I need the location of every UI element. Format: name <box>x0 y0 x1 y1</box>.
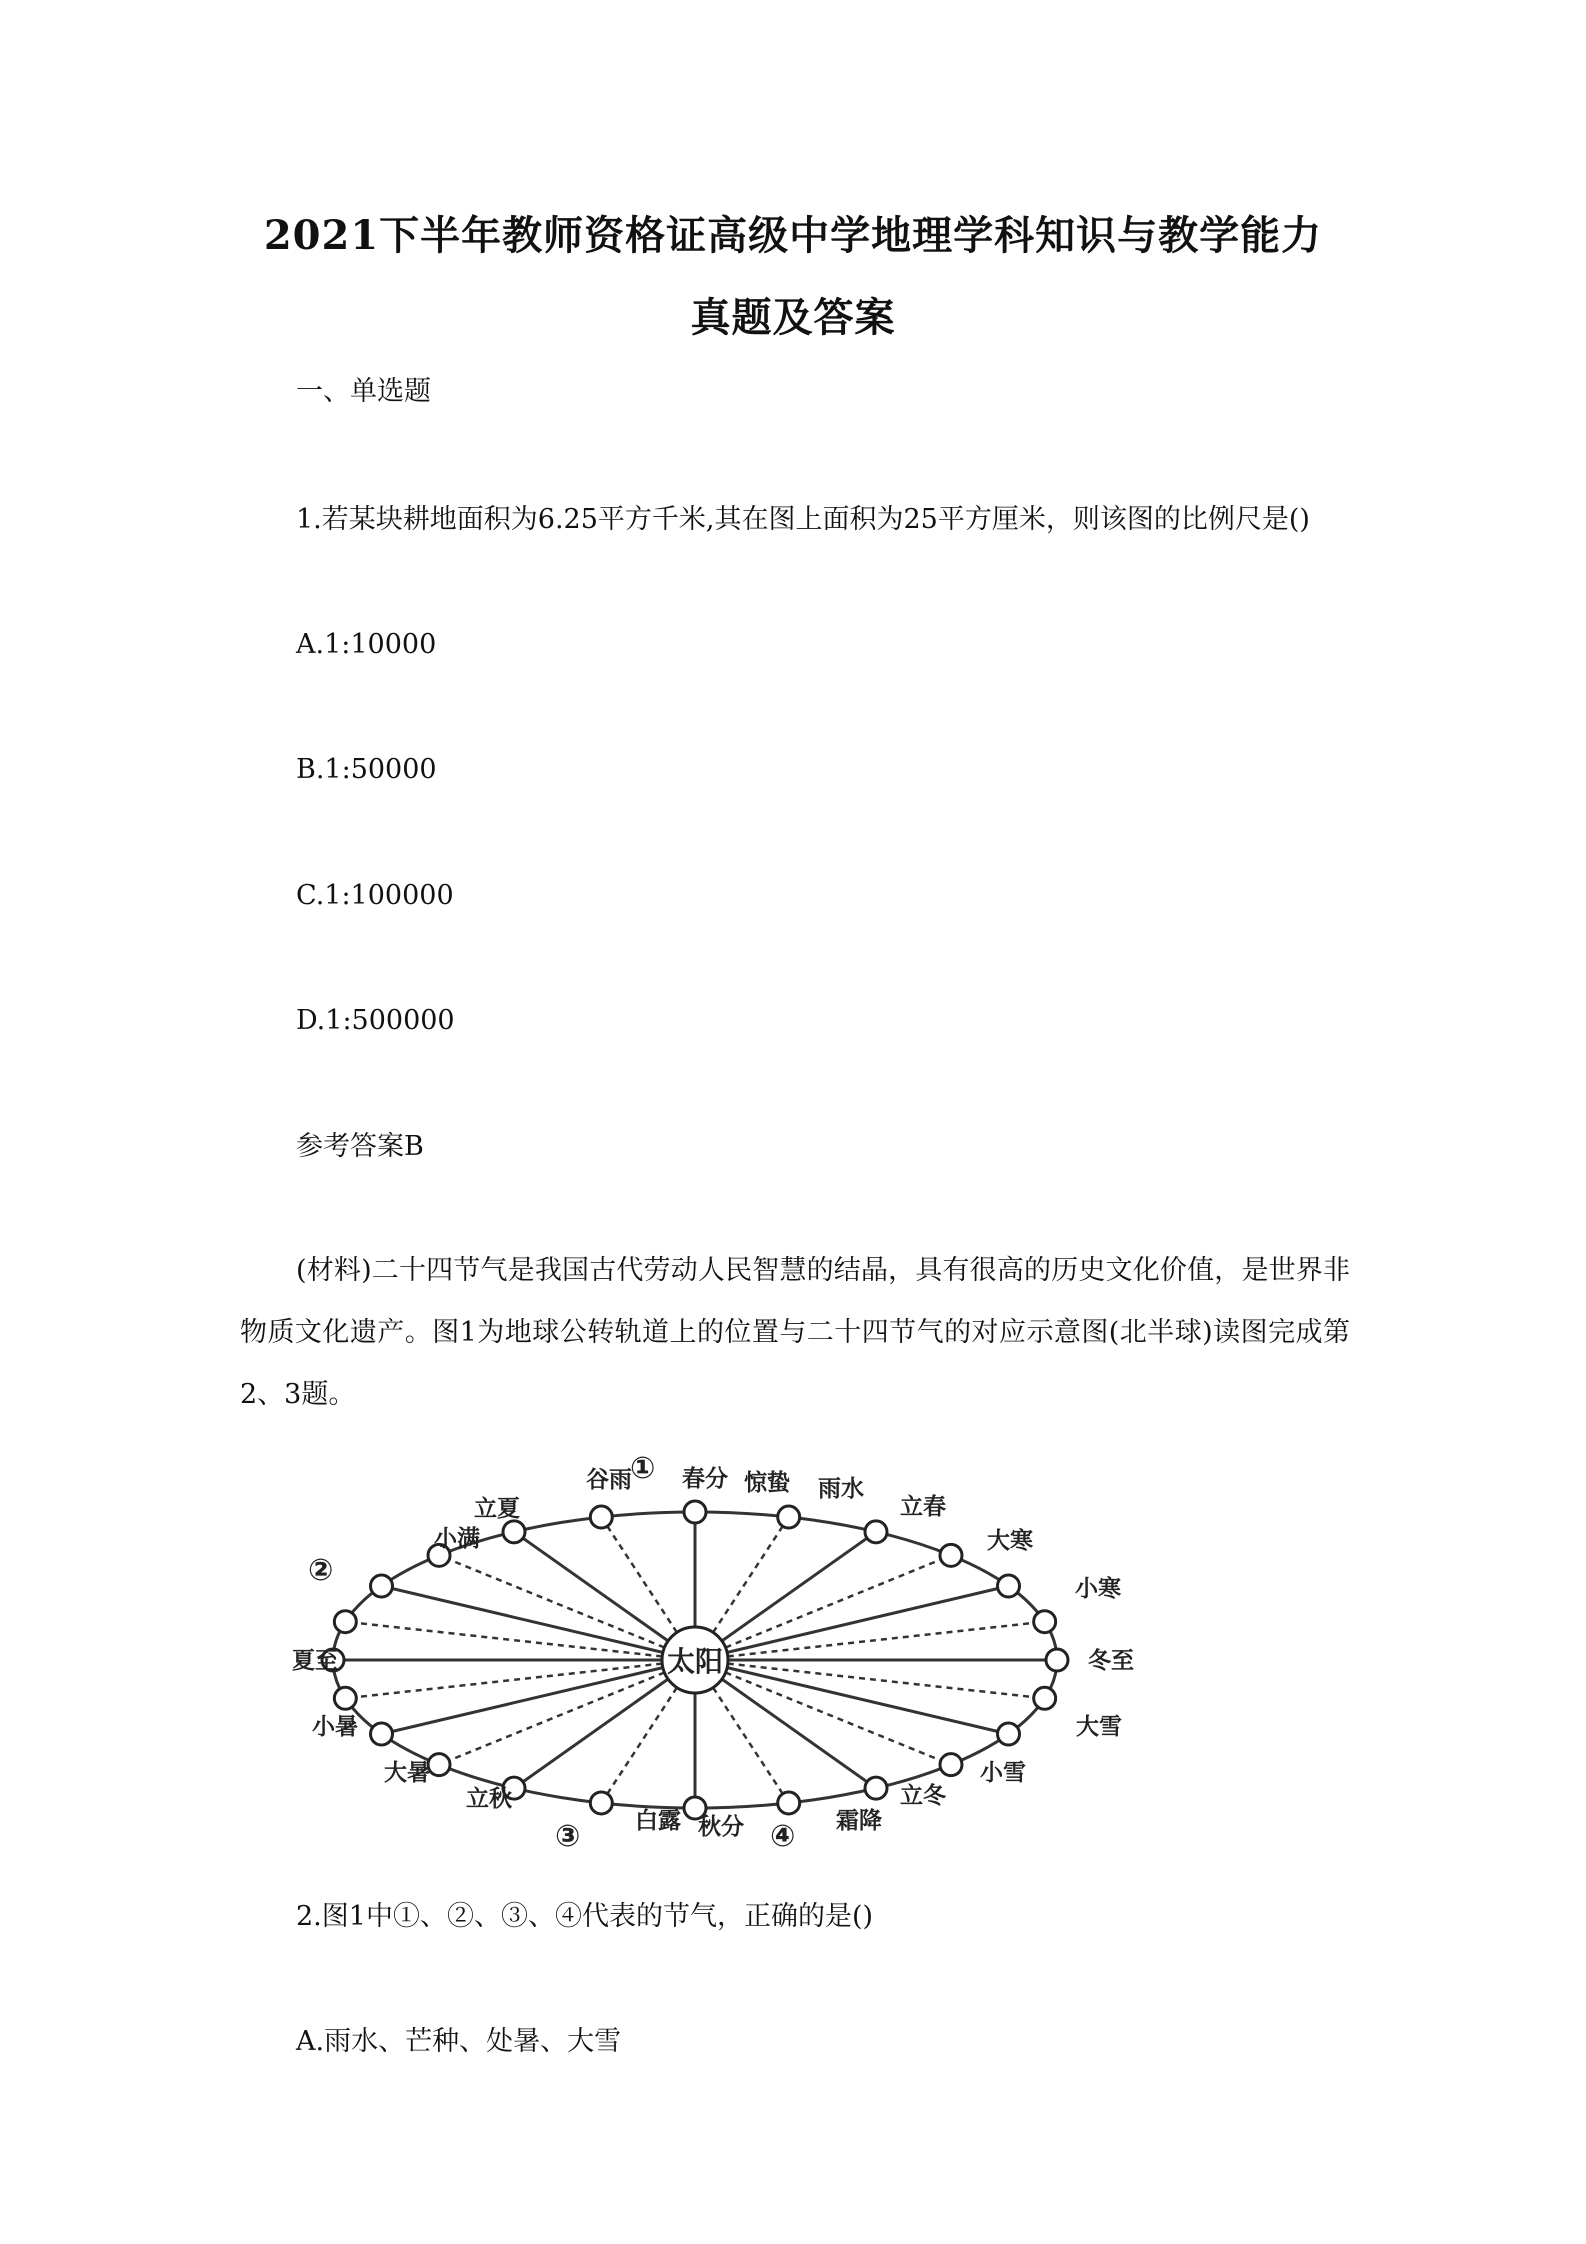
term-label-jingzhe: 惊蛰 <box>744 1470 790 1496</box>
mark-3: ③ <box>555 1819 581 1854</box>
term-label-chunfen: 春分 <box>682 1466 728 1492</box>
question-1-option-c: C.1:100000 <box>296 880 454 911</box>
question-1-answer: 参考答案B <box>296 1131 424 1162</box>
orbit-node <box>865 1521 887 1543</box>
orbit-node <box>1046 1649 1068 1671</box>
term-label-dongzhi: 冬至 <box>1088 1648 1134 1674</box>
term-label-guyu: 谷雨 <box>586 1467 632 1493</box>
sun-label: 太阳 <box>666 1645 724 1678</box>
orbit-node <box>940 1544 962 1566</box>
term-label-qiufen: 秋分 <box>698 1814 744 1840</box>
term-label-lidong: 立冬 <box>900 1783 946 1809</box>
material-paragraph: (材料)二十四节气是我国古代劳动人民智慧的结晶，具有很高的历史文化价值，是世界非物质文化遗产。图1为地球公转轨道上的位置与二十四节气的对应示意图(北半球)读图完成第2、3题。 <box>240 1255 1350 1410</box>
term-label-xiazhi: 夏至 <box>292 1648 338 1674</box>
orbit-node <box>334 1687 356 1709</box>
term-label-lixia: 立夏 <box>474 1496 520 1522</box>
orbit-node <box>370 1575 392 1597</box>
orbit-node <box>998 1575 1020 1597</box>
question-2-option-a: A.雨水、芒种、处暑、大雪 <box>296 2026 622 2057</box>
orbit-node <box>1034 1611 1056 1633</box>
term-label-dashu: 大暑 <box>384 1760 430 1786</box>
question-2-stem: 2.图1中①、②、③、④代表的节气，正确的是() <box>296 1901 874 1932</box>
orbit-node <box>503 1521 525 1543</box>
term-label-lichun: 立春 <box>900 1494 946 1520</box>
orbit-node <box>334 1611 356 1633</box>
orbit-node <box>778 1792 800 1814</box>
term-label-bailu: 白露 <box>635 1808 681 1834</box>
term-label-xiaoman: 小满 <box>434 1526 480 1552</box>
section-heading: 一、单选题 <box>296 376 431 407</box>
term-label-dahan: 大寒 <box>987 1528 1033 1554</box>
orbit-node <box>590 1792 612 1814</box>
term-label-xiaoshu: 小暑 <box>312 1714 358 1740</box>
orbit-spoke <box>345 1622 695 1660</box>
orbit-node <box>590 1506 612 1528</box>
orbit-diagram <box>280 1444 1180 1874</box>
orbit-node <box>1034 1687 1056 1709</box>
term-label-xiaoxue: 小雪 <box>980 1760 1026 1786</box>
orbit-node <box>940 1754 962 1776</box>
mark-2: ② <box>308 1553 334 1588</box>
question-1-stem: 1.若某块耕地面积为6.25平方千米,其在图上面积为25平方厘米，则该图的比例尺是() <box>296 504 1310 535</box>
orbit-spoke <box>345 1660 695 1698</box>
term-label-daxue: 大雪 <box>1076 1714 1122 1740</box>
term-label-xiaohan: 小寒 <box>1075 1576 1121 1602</box>
question-1-option-b: B.1:50000 <box>296 754 437 785</box>
term-label-yushui: 雨水 <box>818 1476 864 1502</box>
mark-1: ① <box>630 1451 656 1486</box>
orbit-spoke <box>695 1622 1045 1660</box>
question-1-option-a: A.1:10000 <box>296 629 437 660</box>
orbit-node <box>370 1723 392 1745</box>
doc-title-line1: 2021下半年教师资格证高级中学地理学科知识与教学能力 <box>263 212 1323 259</box>
term-label-shuangjiang: 霜降 <box>836 1808 882 1834</box>
orbit-node <box>865 1777 887 1799</box>
orbit-node <box>778 1506 800 1528</box>
mark-4: ④ <box>770 1819 796 1854</box>
orbit-node <box>998 1723 1020 1745</box>
question-1-option-d: D.1:500000 <box>296 1005 455 1036</box>
term-label-liqiu: 立秋 <box>466 1786 512 1812</box>
orbit-node <box>684 1501 706 1523</box>
orbit-spoke <box>695 1660 1045 1698</box>
doc-title-line2: 真题及答案 <box>690 294 896 341</box>
orbit-node <box>428 1754 450 1776</box>
